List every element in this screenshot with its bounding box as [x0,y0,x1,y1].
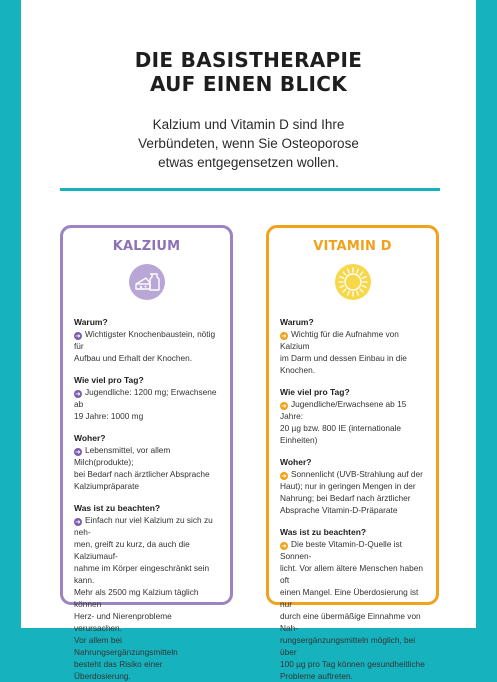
section-heading: Warum? [74,317,108,327]
page-subtitle [21,115,476,172]
arrow-bullet-icon: ➜ [75,390,81,398]
section-text: Aufbau und Erhalt der Knochen. [74,353,193,363]
section-heading: Woher? [280,457,312,467]
section-text: 20 µg bzw. 800 IE (internationale Einheiten) [280,423,402,445]
arrow-bullet-icon: ➜ [281,542,287,550]
section-text: Haut); nur in geringen Mengen in der [280,481,416,491]
section-text: Mehr als 2500 mg Kalzium täglich können [74,587,199,609]
section-text: Sonnenlicht (UVB-Strahlung auf der [291,469,423,479]
subtitle-line-3: etwas entgegensetzen wollen. [158,155,339,170]
section-text: Absprache Vitamin-D-Präparate [280,505,398,515]
section-text: einen Mangel. Eine Überdosierung ist nur [280,587,419,609]
kalzium-section [74,432,219,492]
arrow-bullet-icon: ➜ [75,448,81,456]
divider-rule [60,188,440,191]
section-heading: Wie viel pro Tag? [74,375,144,385]
section-text: 19 Jahre: 1000 mg [74,411,144,421]
section-text-first-line [280,468,425,480]
section-heading: Woher? [74,433,106,443]
kalzium-title: KALZIUM [112,239,181,254]
cheese-milk-icon [128,263,166,301]
section-text: im Darm und dessen Einbau in die Knochen. [280,353,407,375]
section-heading: Was ist zu beachten? [74,503,161,513]
section-text: Kalziumpräparate [74,481,140,491]
vitamin-d-card [266,225,439,681]
section-text: besteht das Risiko einer Überdosierung. [74,659,163,681]
arrow-bullet-icon: ➜ [281,402,287,410]
section-text: Vor allem bei Nahrungsergänzungsmitteln [74,635,178,657]
section-text: Die beste Vitamin-D-Quelle ist Sonnen- [280,539,402,561]
arrow-bullet-icon: ➜ [281,472,287,480]
section-text: Wichtig für die Aufnahme von Kalzium [280,329,399,351]
section-text: Jugendliche/Erwachsene ab 15 Jahre: [280,399,407,421]
section-text: Jugendliche: 1200 mg; Erwachsene ab [74,387,217,409]
section-text: Wichtigster Knochenbaustein, nötig für [74,329,216,351]
section-text: Nahrung; bei Bedarf nach ärztlicher [280,493,411,503]
section-heading: Warum? [280,317,314,327]
page-title [21,48,476,96]
section-heading: Was ist zu beachten? [280,527,367,537]
vitamin-d-title: VITAMIN D [313,239,392,254]
section-text-first-line [74,514,219,538]
section-text: licht. Vor allem ältere Menschen haben oft [280,563,423,585]
page [21,0,476,681]
subtitle-line-2: Verbündeten, wenn Sie Osteoporose [138,136,359,151]
kalzium-card [60,225,233,681]
section-text-first-line [74,444,219,468]
section-text-first-line [74,328,219,352]
section-heading: Wie viel pro Tag? [280,387,350,397]
vitamin-d-sections [280,316,425,682]
arrow-bullet-icon: ➜ [75,332,81,340]
vitamin-section [280,456,425,516]
sun-icon [334,263,372,301]
section-text-first-line [74,386,219,410]
vitamin-section [280,526,425,682]
section-text: Lebensmittel, vor allem Milch(produkte); [74,445,171,467]
section-text: rungsergänzungsmitteln möglich, bei über [280,635,416,657]
kalzium-sections [74,316,219,682]
section-text-first-line [280,328,425,352]
section-text-first-line [280,538,425,562]
kalzium-section [74,502,219,682]
arrow-bullet-icon: ➜ [281,332,287,340]
section-text: Probleme auftreten. [280,671,353,681]
vitamin-section [280,316,425,376]
subtitle-line-1: Kalzium und Vitamin D sind Ihre [152,117,345,132]
section-text-first-line [280,398,425,422]
section-text: Herz- und Nierenprobleme verursachen. [74,611,172,633]
section-text: nahme im Körper eingeschränkt sein kann. [74,563,210,585]
section-text: 100 µg pro Tag können gesundheitliche [280,659,425,669]
section-text: bei Bedarf nach ärztlicher Absprache [74,469,210,479]
kalzium-section [74,374,219,422]
section-text: durch eine übermäßige Einnahme von Nah- [280,611,421,633]
section-text: Einfach nur viel Kalzium zu sich zu neh- [74,515,213,537]
title-line-1: DIE BASISTHERAPIE [134,48,363,72]
arrow-bullet-icon: ➜ [75,518,81,526]
title-line-2: AUF EINEN BLICK [149,72,348,96]
kalzium-section [74,316,219,364]
section-text: men, greift zu kurz, da auch die Kalziumauf- [74,539,190,561]
vitamin-section [280,386,425,446]
